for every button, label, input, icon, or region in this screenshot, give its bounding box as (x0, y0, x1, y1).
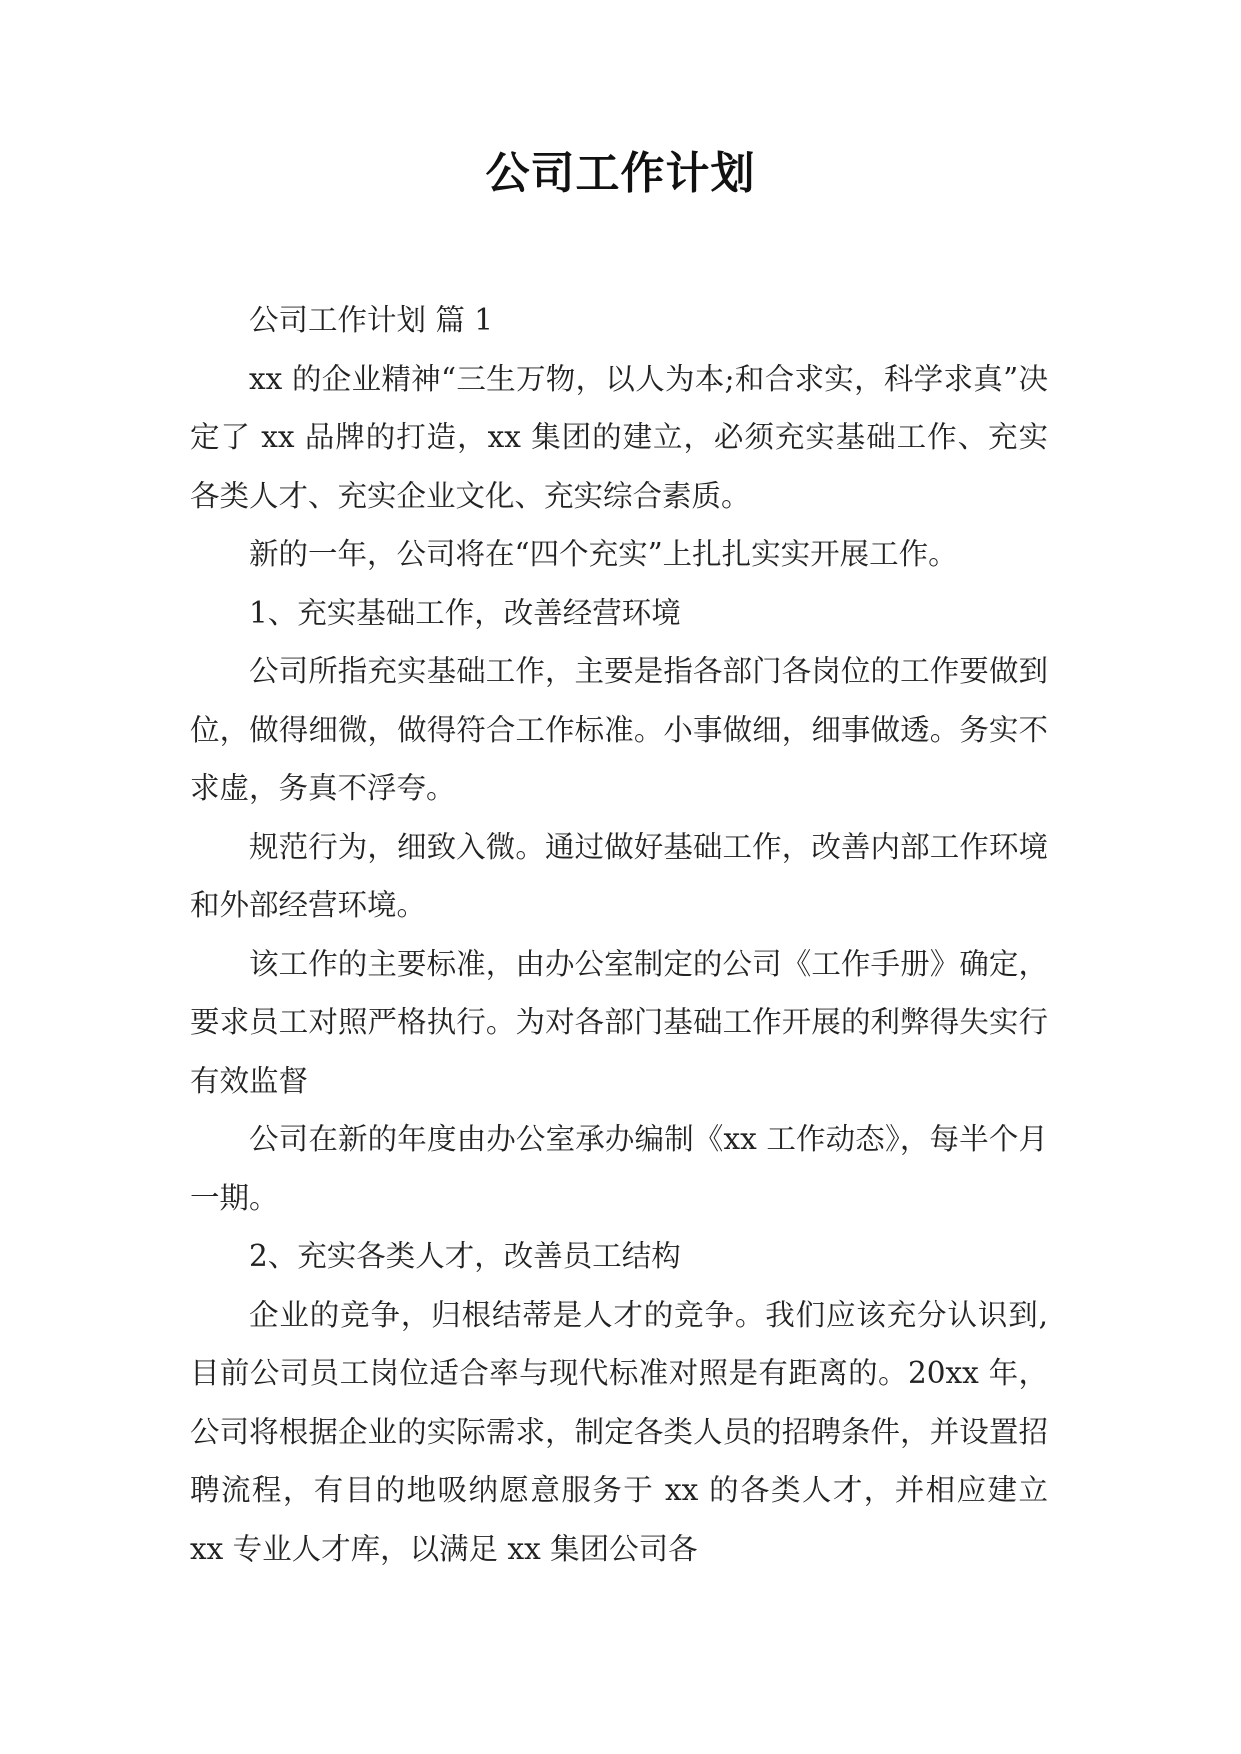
document-title: 公司工作计划 (485, 148, 756, 199)
section-heading: 公司工作计划 篇 1 (249, 303, 494, 337)
section-heading: 2、充实各类人才，改善员工结构 (249, 1239, 681, 1273)
paragraph: 企业的竞争，归根结蒂是人才的竞争。我们应该充分认识到,目前公司员工岗位适合率与现代标准对照是有距离的。20xx 年，公司将根据企业的实际需求，制定各类人员的招聘条件，并设置招聘流程，有目的地吸纳愿意服务于 xx 的各类人才，并相应建立 xx 专业人才库，以满足 xx 集团公司各 (190, 1297, 1048, 1566)
section-heading: 1、充实基础工作，改善经营环境 (249, 595, 681, 630)
document-body (190, 291, 1048, 1578)
paragraph: 公司在新的年度由办公室承办编制《xx 工作动态》，每半个月一期。 (190, 1122, 1048, 1215)
paragraph: 公司所指充实基础工作，主要是指各部门各岗位的工作要做到位，做得细微，做得符合工作标准。小事做细，细事做透。务实不求虚，务真不浮夸。 (190, 654, 1048, 805)
paragraph: 该工作的主要标准，由办公室制定的公司《工作手册》确定，要求员工对照严格执行。为对各部门基础工作开展的利弊得失实行有效监督 (190, 946, 1048, 1098)
paragraph: 新的一年，公司将在“四个充实”上扎扎实实开展工作。 (249, 537, 958, 571)
paragraph: 规范行为，细致入微。通过做好基础工作，改善内部工作环境和外部经营环境。 (190, 829, 1048, 922)
paragraph: xx 的企业精神“三生万物，以人为本;和合求实，科学求真”决定了 xx 品牌的打造，xx 集团的建立，必须充实基础工作、充实各类人才、充实企业文化、充实综合素质。 (190, 361, 1048, 513)
